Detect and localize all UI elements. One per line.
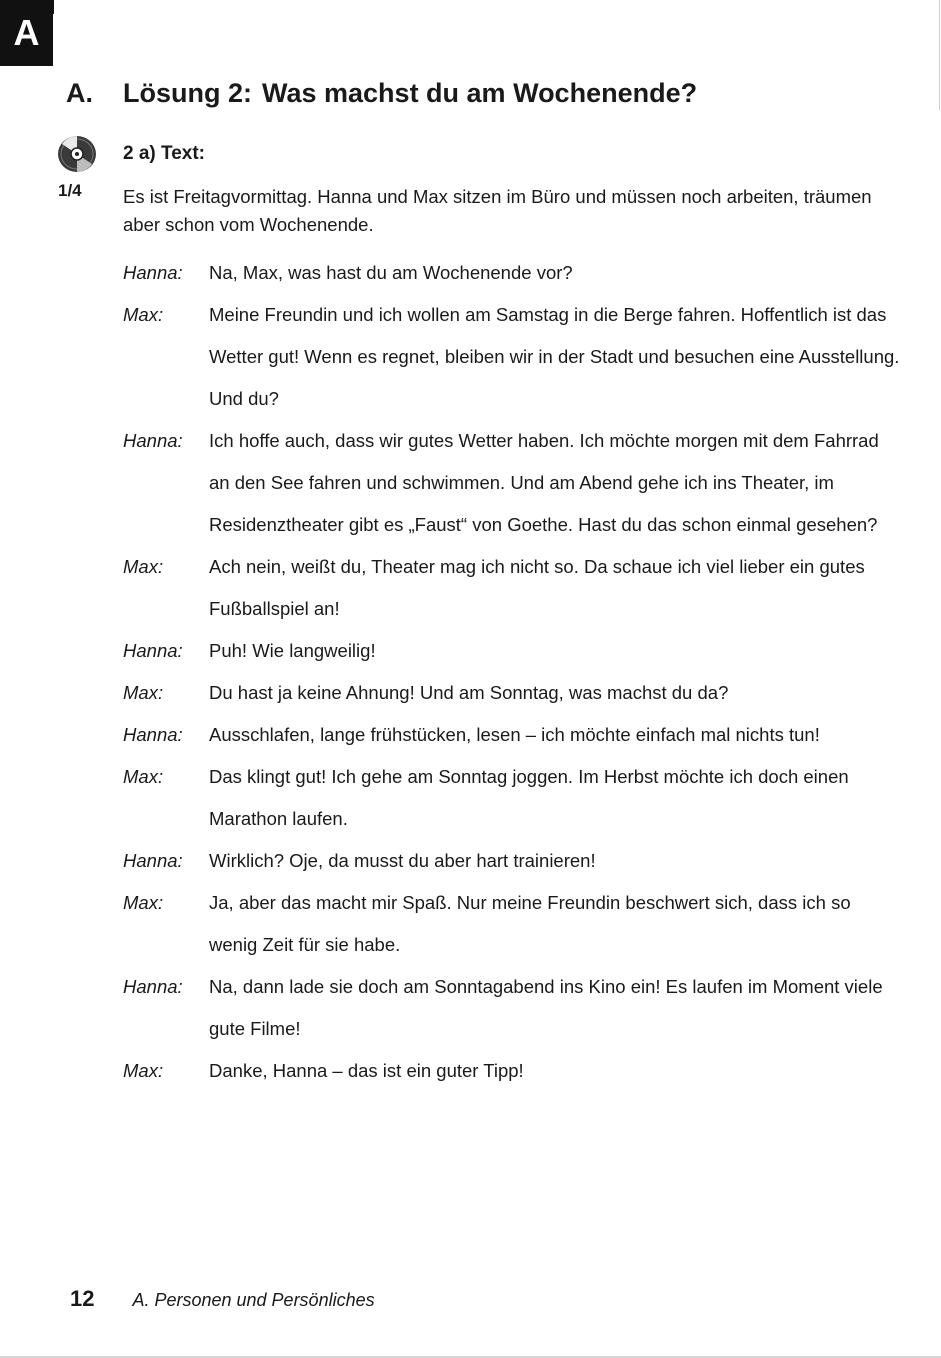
page-number: 12 xyxy=(70,1286,95,1311)
dialogue-line: Na, dann lade sie doch am Sonntagabend ins Kino ein! Es laufen im Moment viele gute Filme! xyxy=(209,976,883,1039)
exercise-subhead: 2 a) Text: xyxy=(123,143,206,164)
speaker-name: Max: xyxy=(123,1060,164,1081)
speaker-name: Hanna: xyxy=(123,724,183,745)
dialogue-row xyxy=(123,756,903,840)
dialogue-line: Ausschlafen, lange frühstücken, lesen – ich möchte einfach mal nichts tun! xyxy=(209,724,820,745)
speaker-name: Hanna: xyxy=(123,430,183,451)
dialogue-line: Ja, aber das macht mir Spaß. Nur meine Freundin beschwert sich, dass ich so wenig Zeit für sie habe. xyxy=(209,892,851,955)
dialogue-line: Wirklich? Oje, da musst du aber hart trainieren! xyxy=(209,850,596,871)
section-title: A. Personen und Persönliches xyxy=(132,1290,375,1310)
dialogue-row xyxy=(123,294,903,420)
dialogue xyxy=(123,252,903,1092)
title-text: Was machst du am Wochenende? xyxy=(262,78,698,108)
speaker-name: Max: xyxy=(123,556,164,577)
dialogue-row xyxy=(123,546,903,630)
speaker-name: Hanna: xyxy=(123,640,183,661)
dialogue-row xyxy=(123,252,903,294)
speaker-name: Max: xyxy=(123,304,164,325)
dialogue-row xyxy=(123,882,903,966)
speaker-name: Max: xyxy=(123,766,164,787)
dialogue-row xyxy=(123,420,903,546)
title-label: Lösung 2: xyxy=(123,78,252,108)
dialogue-row xyxy=(123,714,903,756)
track-number: 1/4 xyxy=(58,181,82,200)
dialogue-row xyxy=(123,840,903,882)
dialogue-row xyxy=(123,630,903,672)
dialogue-row xyxy=(123,966,903,1050)
dialogue-line: Meine Freundin und ich wollen am Samstag in die Berge fahren. Hoffentlich ist das Wetter gut! Wenn es regnet, bleiben wir in der Stadt und besuchen eine Ausstellung. Und du? xyxy=(209,304,900,409)
exercise-intro: Es ist Freitagvormittag. Hanna und Max sitzen im Büro und müssen noch arbeiten, träumen aber schon vom Wochenende. xyxy=(123,186,872,235)
dialogue-row xyxy=(123,672,903,714)
chapter-tab xyxy=(0,0,53,66)
speaker-name: Max: xyxy=(123,682,164,703)
page-title xyxy=(66,78,697,109)
dialogue-line: Danke, Hanna – das ist ein guter Tipp! xyxy=(209,1060,524,1081)
dialogue-line: Ich hoffe auch, dass wir gutes Wetter haben. Ich möchte morgen mit dem Fahrrad an den See fahren und schwimmen. Und am Abend gehe ich ins Theater, im Residenztheater gibt es „Faust“ von Goethe. Hast du das schon einmal gesehen? xyxy=(209,430,879,535)
chapter-tab-letter: A xyxy=(13,12,40,53)
dialogue-line: Na, Max, was hast du am Wochenende vor? xyxy=(209,262,573,283)
dialogue-line: Das klingt gut! Ich gehe am Sonntag joggen. Im Herbst möchte ich doch einen Marathon laufen. xyxy=(209,766,849,829)
speaker-name: Hanna: xyxy=(123,976,183,997)
dialogue-row xyxy=(123,1050,903,1092)
cd-icon xyxy=(56,134,98,174)
speaker-name: Hanna: xyxy=(123,850,183,871)
dialogue-line: Ach nein, weißt du, Theater mag ich nicht so. Da schaue ich viel lieber ein gutes Fußballspiel an! xyxy=(209,556,865,619)
page-edge xyxy=(939,0,940,110)
speaker-name: Max: xyxy=(123,892,164,913)
dialogue-line: Puh! Wie langweilig! xyxy=(209,640,376,661)
page-footer xyxy=(70,1286,375,1312)
speaker-name: Hanna: xyxy=(123,262,183,283)
title-letter: A. xyxy=(66,78,93,108)
dialogue-line: Du hast ja keine Ahnung! Und am Sonntag, was machst du da? xyxy=(209,682,729,703)
